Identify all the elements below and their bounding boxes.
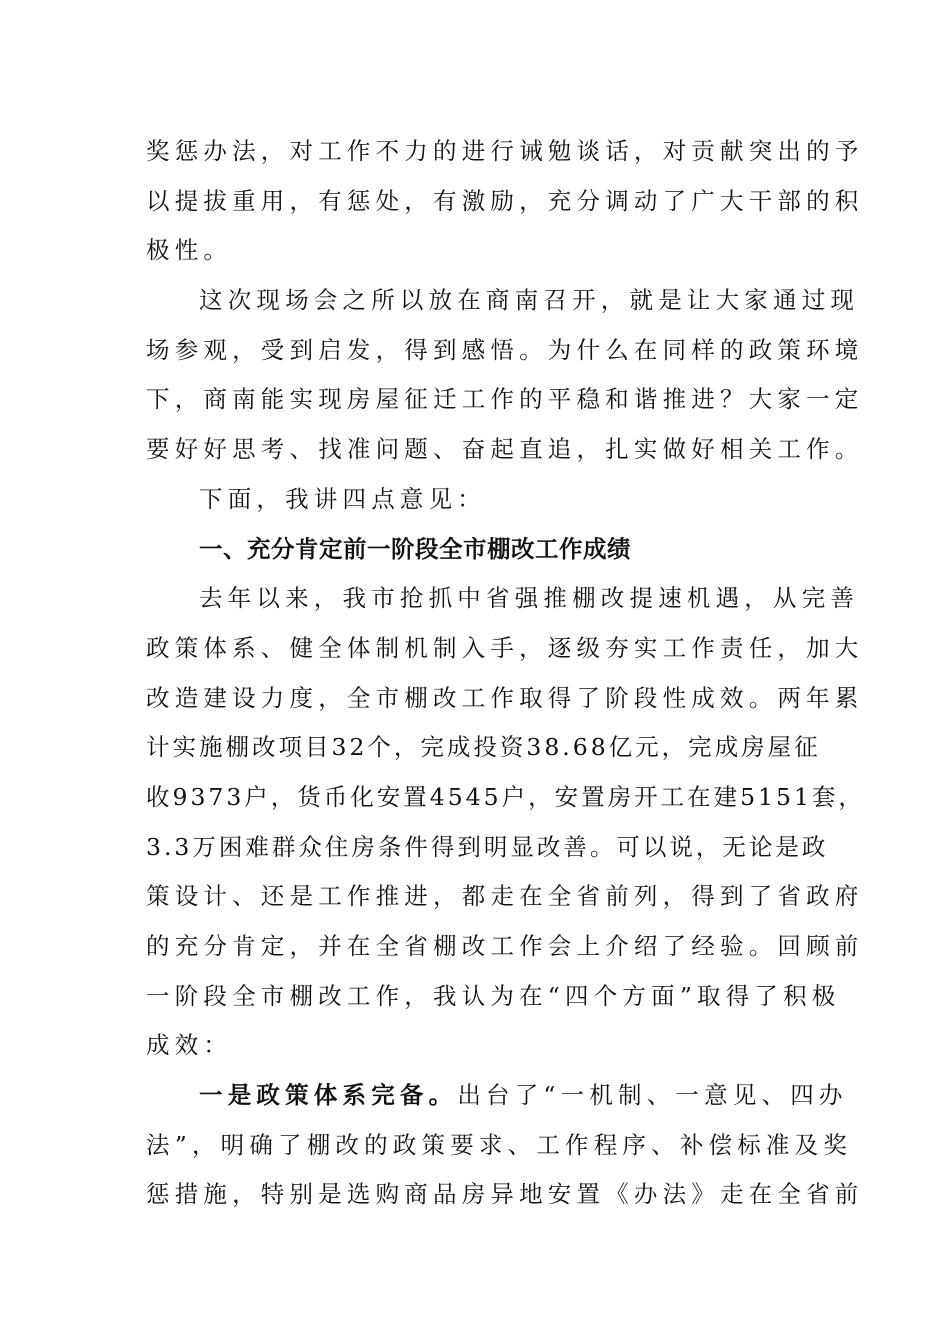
paragraph (146, 127, 864, 276)
paragraph (146, 574, 865, 1071)
text-line: 成效： (146, 1031, 233, 1060)
lead-phrase: 一是政策体系完备。 (199, 1081, 458, 1110)
heading-text: 一、充分肯定前一阶段全市棚改工作成绩 (199, 534, 631, 563)
text-line: 改造建设力度，全市棚改工作取得了阶段性成效。两年累 (146, 683, 864, 712)
text-line: 极性。 (146, 236, 233, 265)
text-line: 法”，明确了棚改的政策要求、工作程序、补偿标准及奖 (146, 1130, 853, 1159)
text-line: 去年以来，我市抢抓中省强推棚改提速机遇，从完善 (199, 584, 860, 613)
text-line: 要好好思考、找准问题、奋起直追，扎实做好相关工作。 (146, 435, 864, 464)
text-line: 政策体系、健全体制机制入手，逐级夯实工作责任，加大 (146, 633, 864, 662)
text-line (146, 1071, 848, 1121)
text-line: 3.3万困难群众住房条件得到明显改善。可以说，无论是政 (146, 832, 829, 861)
text-line: 策设计、还是工作推进，都走在全省前列，得到了省政府 (146, 882, 864, 911)
text-line: 以提拔重用，有惩处，有激励，充分调动了广大干部的积 (146, 186, 864, 215)
text-line: 收9373户，货币化安置4545户，安置房开工在建5151套， (146, 782, 865, 811)
text-line: 计实施棚改项目32个，完成投资38.68亿元，完成房屋征 (146, 733, 821, 762)
text-run: 出台了“一机制、一意见、四办 (457, 1081, 848, 1110)
paragraph (146, 475, 808, 525)
section-heading (146, 525, 808, 575)
document-body (146, 127, 865, 1220)
text-line: 下面，我讲四点意见： (199, 484, 486, 513)
text-line: 场参观，受到启发，得到感悟。为什么在同样的政策环境 (146, 335, 864, 364)
text-line: 惩措施，特别是选购商品房异地安置《办法》走在全省前 (146, 1180, 864, 1209)
text-line: 下，商南能实现房屋征迁工作的平稳和谐推进？大家一定 (146, 385, 864, 414)
text-line: 的充分肯定，并在全省棚改工作会上介绍了经验。回顾前 (146, 932, 864, 960)
text-line: 这次现场会之所以放在商南召开，就是让大家通过现 (199, 286, 860, 315)
paragraph (146, 1071, 864, 1220)
text-line: 奖惩办法，对工作不力的进行诫勉谈话，对贡献突出的予 (146, 137, 864, 165)
paragraph (146, 276, 864, 475)
text-line: 一阶段全市棚改工作，我认为在“四个方面”取得了积极 (146, 981, 841, 1010)
